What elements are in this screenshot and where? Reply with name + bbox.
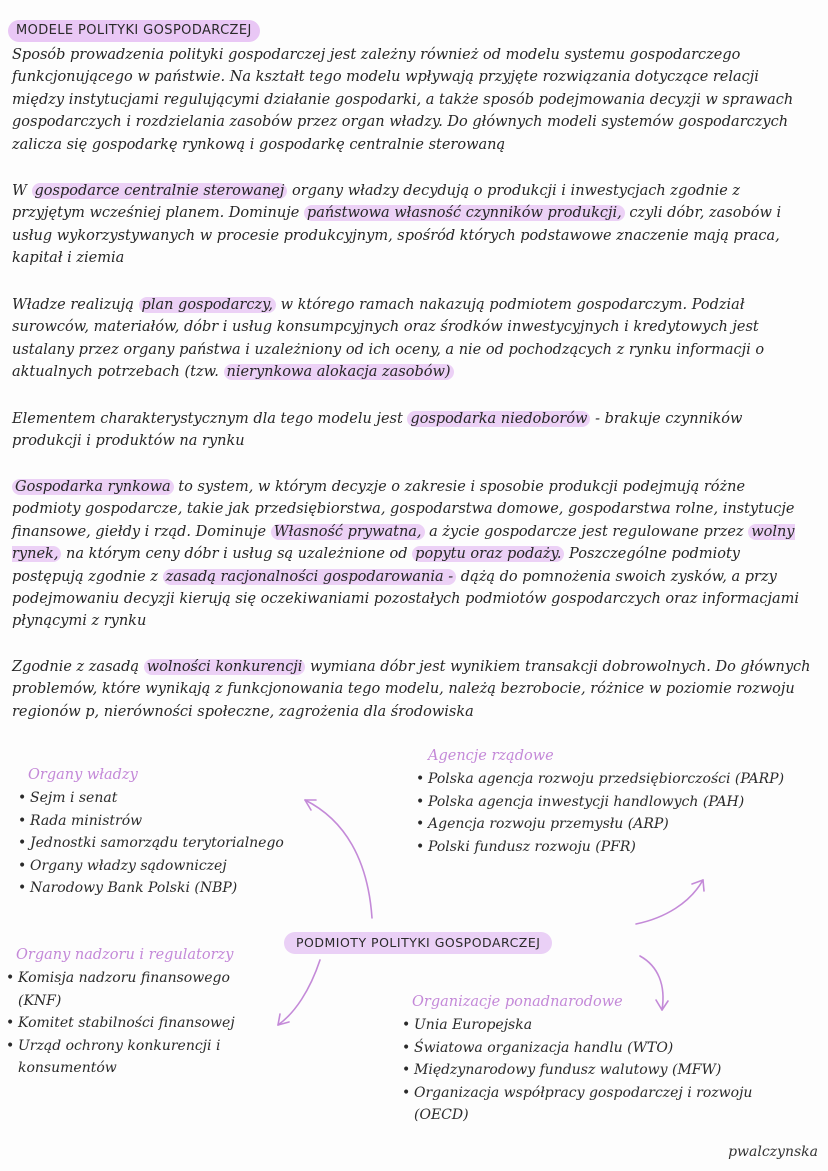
list-item: • Jednostki samorządu terytorialnego [18,832,318,855]
group-title: Agencje rządowe [428,748,554,764]
list-item: • Unia Europejska [402,1014,802,1037]
list-item: • Sejm i senat [18,787,318,810]
arrow-to-nadzor [278,960,320,1025]
list-item: • Narodowy Bank Polski (NBP) [18,877,318,900]
paragraph-shortage: Elementem charakterystycznym dla tego modelu jest gospodarka niedoborów - brakuje czynników produkcji i produktów na rynku [12,411,743,450]
list-item: • Urząd ochrony konkurencji i konsumentów [6,1035,274,1080]
author-signature: pwalczynska [728,1144,818,1160]
paragraph-competition: Zgodnie z zasadą wolności konkurencji wymiana dóbr jest wynikiem transakcji dobrowolnych. Do głównych problemów, które wynikają z funkcjonowania tego modelu, należą bezrobocie, różnice w poziomie rozwoju regionów p, nierówności społeczne, zagrożenia dla środowiska [12,659,811,720]
list-item: • Komitet stabilności finansowej [6,1012,274,1035]
paragraph-market-economy: Gospodarka rynkowa to system, w którym decyzje o zakresie i sposobie produkcji podejmują różne podmioty gospodarcze, takie jak przedsiębiorstwa, gospodarstwa domowe, gospodarstwa rolne, instytucje finansowe, giełdy i rząd. Dominuje Własność prywatna, a życie gospodarcze jest regulowane przez wolny rynek, na którym ceny dóbr i usług są uzależnione od popytu oraz podaży. Poszczególne podmioty postępują zgodnie z zasadą racjonalności gospodarowania - dążą do pomnożenia swoich zysków, a przy podejmowaniu decyzji kierują się oczekiwaniami pozostałych podmiotów gospodarczych oraz informacjami płynącymi z rynku [12,479,800,630]
group-organy-wladzy [18,763,318,900]
diagram-center-title: PODMIOTY POLITYKI GOSPODARCZEJ [284,932,552,954]
list-item: • Komisja nadzoru finansowego (KNF) [6,967,274,1012]
highlight-private-ownership: Własność prywatna, [271,524,425,540]
paragraph-central-economy: W gospodarce centralnie sterowanej organy władzy decydują o produkcji i inwestycjach zgodnie z przyjętym wcześniej planem. Dominuje państwowa własność czynników produkcji, czyli dóbr, zasobów i usług wykorzystywanych w procesie produkcyjnym, spośród których podstawowe znaczenie mają praca, kapitał i ziemia [12,183,782,267]
list-item: • Organy władzy sądowniczej [18,855,318,878]
group-title: Organy władzy [28,767,138,783]
list-item: • Międzynarodowy fundusz walutowy (MFW) [402,1059,802,1082]
paragraph-intro: Sposób prowadzenia polityki gospodarczej jest zależny również od modelu systemu gospodarczego funkcjonującego w państwie. Na kształt tego modelu wpływają przyjęte rozwiązania dotyczące relacji między instytucjami regulującymi działanie gospodarki, a także sposób podejmowania decyzji w sprawach gospodarczych i rozdzielania zasobów przez organ władzy. Do głównych modeli systemów gospodarczych zalicza się gospodarkę rynkową i gospodarkę centralnie sterowaną [12,47,794,153]
highlight-rationality: zasadą racjonalności gospodarowania - [163,569,457,585]
highlight-shortage: gospodarka niedoborów [407,411,590,427]
list-item: • Polska agencja rozwoju przedsiębiorczości (PARP) [416,768,816,791]
list-item: • Polska agencja inwestycji handlowych (PAH) [416,791,816,814]
highlight-plan: plan gospodarczy, [139,297,276,313]
highlight-free-market: wolny rynek, [12,523,795,563]
page-title: MODELE POLITYKI GOSPODARCZEJ [8,20,260,42]
list-item: • Rada ministrów [18,810,318,833]
group-agencje [416,744,816,858]
group-nadzor [6,943,274,1080]
paragraph-plan: Władze realizują plan gospodarczy, w którego ramach nakazują podmiotem gospodarczym. Podział surowców, materiałów, dóbr i usług konsumpcyjnych oraz środków inwestycyjnych i kredytowych jest ustalany przez organy państwa i uzależniony od ich oceny, a nie od pochodzących z rynku informacji o aktualnych potrzebach (tzw. nierynkowa alokacja zasobów) [12,297,765,381]
highlight-state-ownership: państwowa własność czynników produkcji, [304,205,625,221]
highlight-market-economy: Gospodarka rynkowa [12,479,174,495]
list-item: • Organizacja współpracy gospodarczej i rozwoju (OECD) [402,1082,802,1127]
group-ponadnarodowe [402,990,802,1127]
highlight-competition: wolności konkurencji [144,659,306,675]
highlight-allocation: nierynkowa alokacja zasobów) [224,364,454,380]
highlight-supply-demand: popytu oraz podaży. [412,546,564,562]
highlight-central-economy: gospodarce centralnie sterowanej [32,183,288,199]
list-item: • Polski fundusz rozwoju (PFR) [416,836,816,859]
list-item: • Światowa organizacja handlu (WTO) [402,1037,802,1060]
arrow-to-agencje [636,880,703,924]
list-item: • Agencja rozwoju przemysłu (ARP) [416,813,816,836]
group-title: Organy nadzoru i regulatorzy [16,947,234,963]
group-title: Organizacje ponadnarodowe [412,994,623,1010]
